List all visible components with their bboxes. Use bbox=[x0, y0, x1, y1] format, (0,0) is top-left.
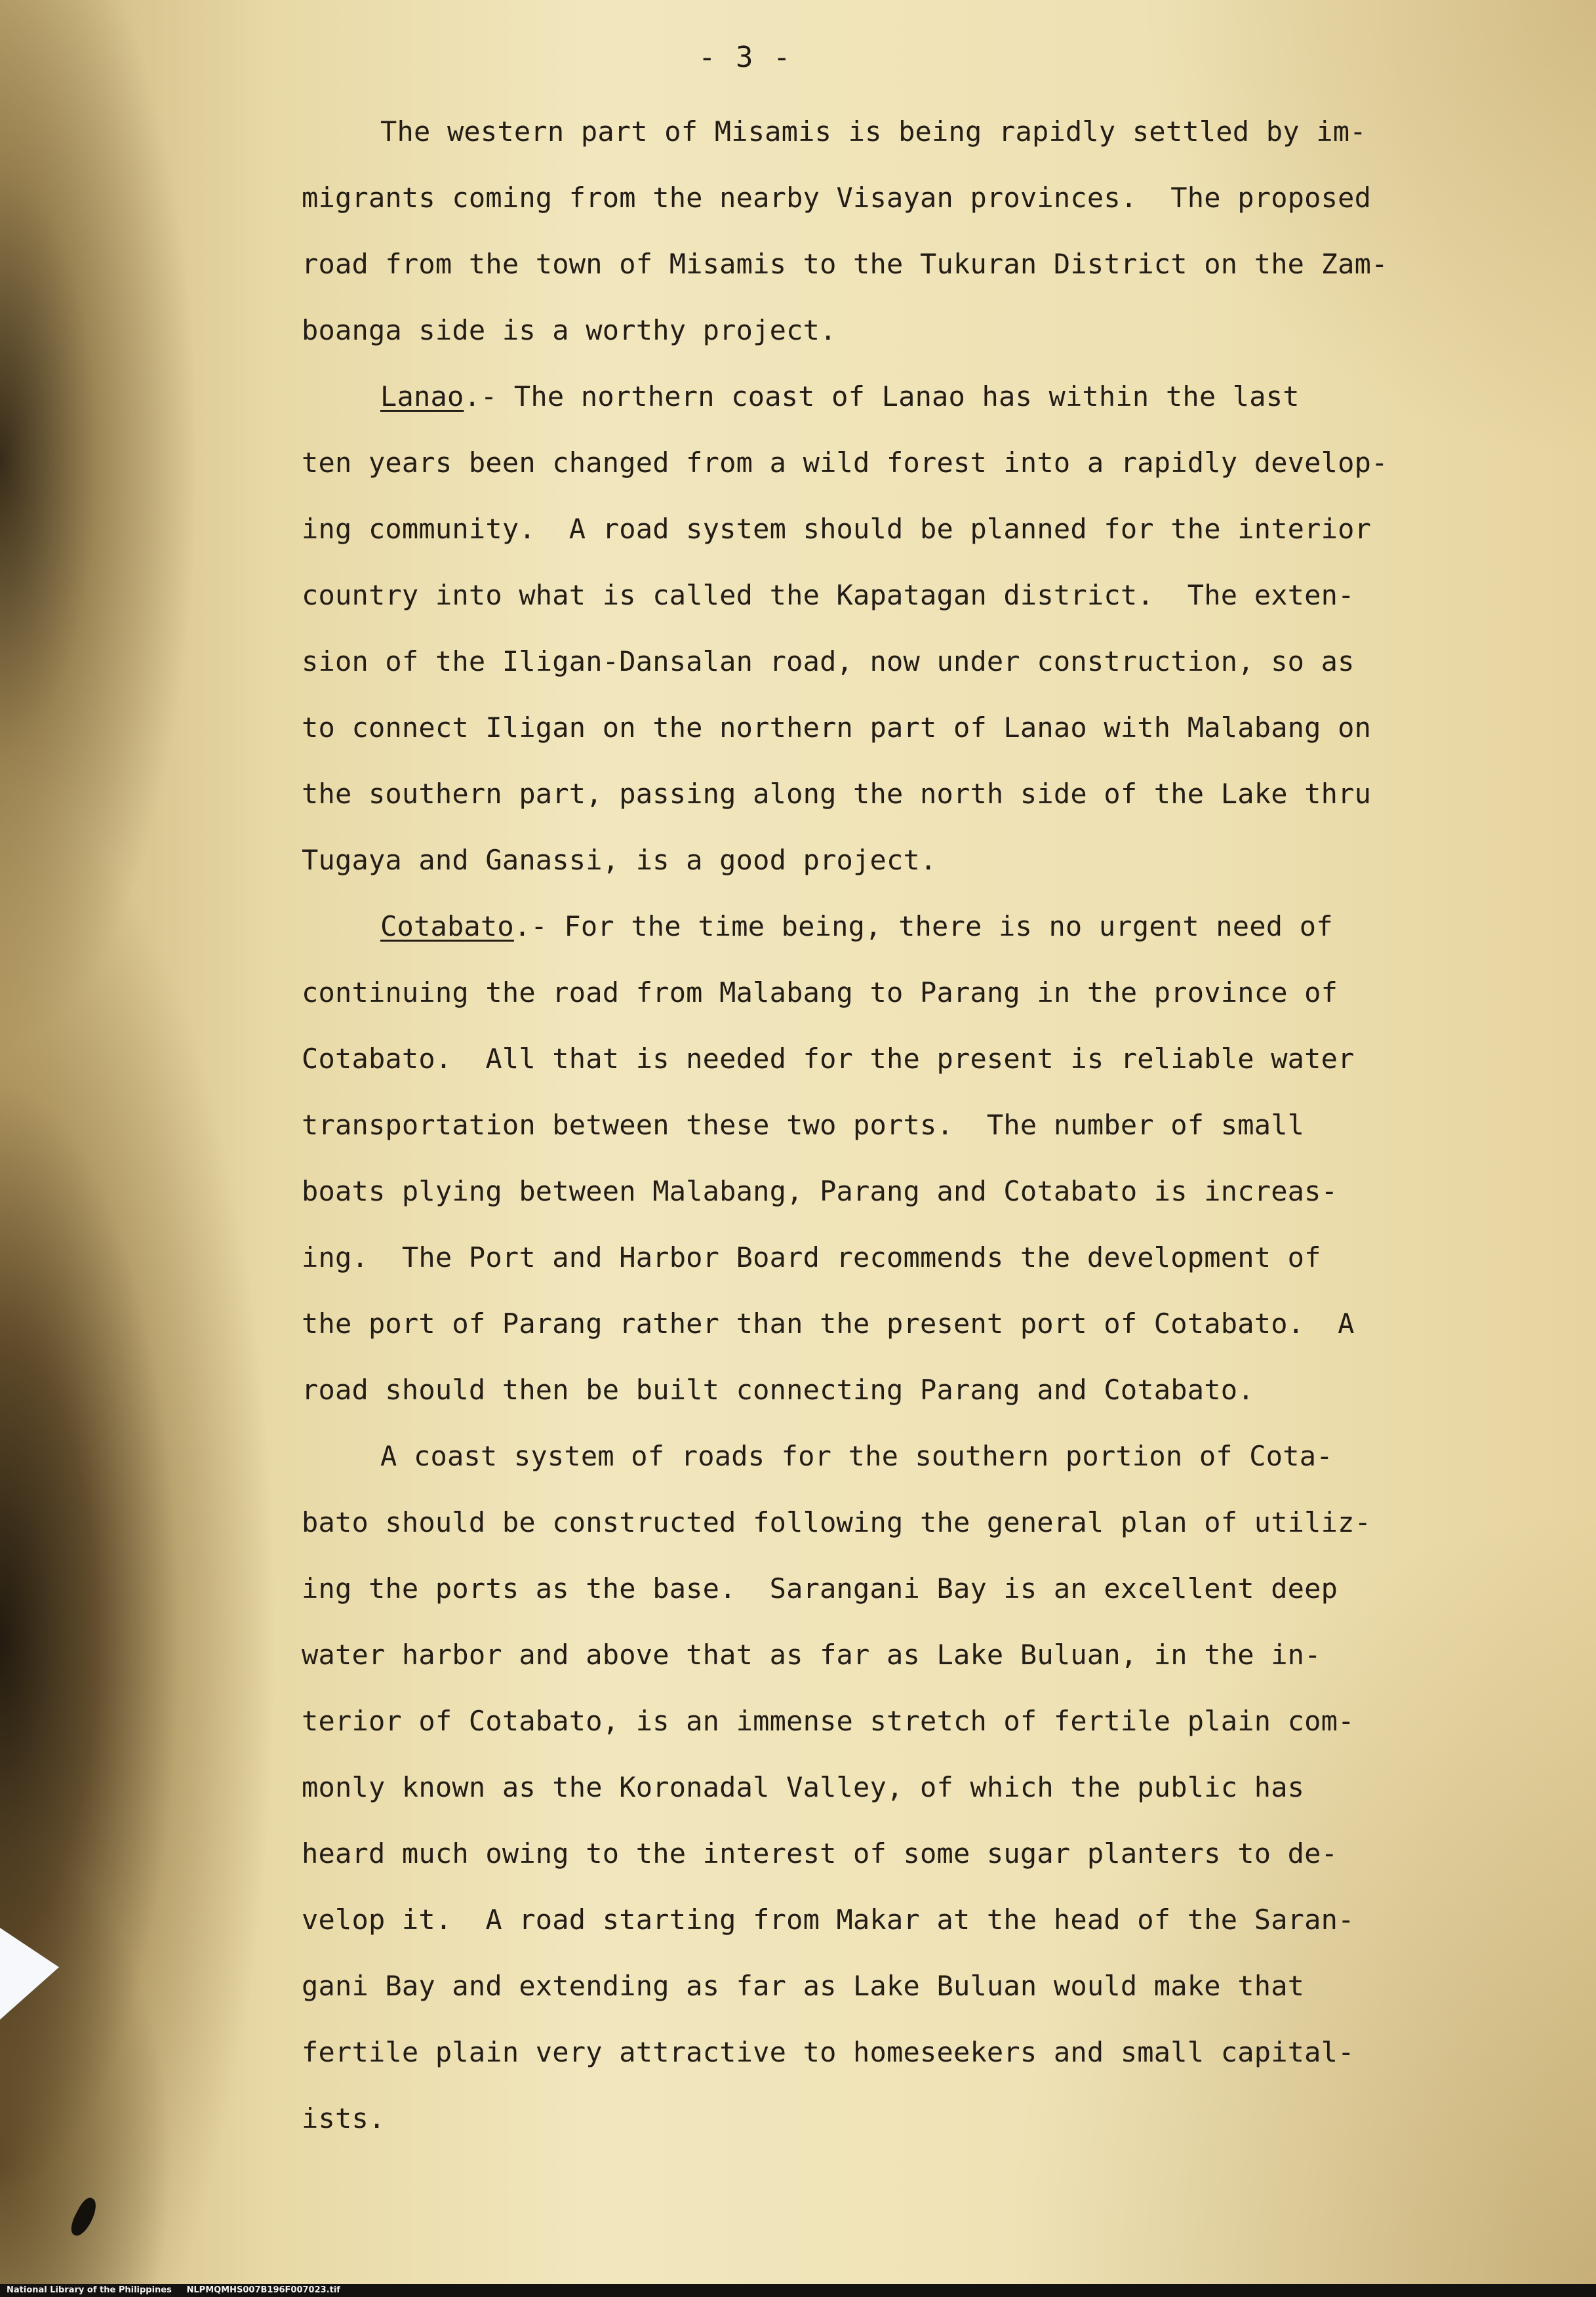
text-line: The western part of Misamis is being rapidly settled by im- bbox=[380, 115, 1367, 148]
text-line bbox=[302, 893, 1469, 959]
text-line: water harbor and above that as far as Lake Buluan, in the in- bbox=[302, 1639, 1321, 1671]
text-line: bato should be constructed following the general plan of utiliz- bbox=[302, 1506, 1372, 1538]
paper-tear bbox=[0, 1928, 59, 2020]
text-line: ists. bbox=[302, 2102, 386, 2134]
text-line: A coast system of roads for the southern portion of Cota- bbox=[380, 1440, 1333, 1472]
text-line: ing community. A road system should be planned for the interior bbox=[302, 513, 1372, 545]
text-line: transportation between these two ports. The number of small bbox=[302, 1109, 1305, 1141]
text-line: Tugaya and Ganassi, is a good project. bbox=[302, 844, 937, 876]
text-line: country into what is called the Kapatagan district. The exten- bbox=[302, 579, 1355, 611]
text-line: fertile plain very attractive to homeseekers and small capital- bbox=[302, 2036, 1355, 2068]
text-line: road should then be built connecting Parang and Cotabato. bbox=[302, 1374, 1254, 1406]
paragraph-misamis bbox=[302, 98, 1469, 363]
text-line: the port of Parang rather than the present port of Cotabato. A bbox=[302, 1308, 1355, 1340]
section-heading-lanao: Lanao bbox=[380, 380, 464, 412]
text-line: boanga side is a worthy project. bbox=[302, 314, 837, 346]
footer-library: National Library of the Philippines bbox=[7, 2285, 172, 2295]
text-line: the southern part, passing along the north side of the Lake thru bbox=[302, 778, 1372, 810]
text-line: sion of the Iligan-Dansalan road, now under construction, so as bbox=[302, 645, 1355, 677]
text-line: boats plying between Malabang, Parang and Cotabato is increas- bbox=[302, 1175, 1338, 1207]
footer-file-id: NLPMQMHS007B196F007023.tif bbox=[186, 2285, 340, 2295]
ink-stain bbox=[67, 2195, 101, 2239]
text-line: migrants coming from the nearby Visayan provinces. The proposed bbox=[302, 182, 1372, 214]
text-line: gani Bay and extending as far as Lake Buluan would make that bbox=[302, 1970, 1305, 2002]
text-line: to connect Iligan on the northern part of Lanao with Malabang on bbox=[302, 711, 1372, 744]
section-heading-cotabato: Cotabato bbox=[380, 910, 514, 942]
paragraph-cotabato bbox=[302, 893, 1469, 1423]
text-line: heard much owing to the interest of some sugar planters to de- bbox=[302, 1837, 1338, 1869]
text-line: ten years been changed from a wild forest into a rapidly develop- bbox=[302, 447, 1388, 479]
scan-footer-text bbox=[7, 2284, 340, 2297]
text-line bbox=[302, 363, 1469, 429]
paragraph-coast-system bbox=[302, 1423, 1469, 2151]
text-line: ing the ports as the base. Sarangani Bay is an excellent deep bbox=[302, 1572, 1338, 1605]
text-line: monly known as the Koronadal Valley, of which the public has bbox=[302, 1771, 1305, 1803]
text-line: velop it. A road starting from Makar at the head of the Saran- bbox=[302, 1904, 1355, 1936]
text-line: road from the town of Misamis to the Tukuran District on the Zam- bbox=[302, 248, 1388, 280]
scan-footer bbox=[0, 2284, 1596, 2297]
paragraph-lanao bbox=[302, 363, 1469, 893]
text-line: continuing the road from Malabang to Parang in the province of bbox=[302, 976, 1338, 1009]
text-line: terior of Cotabato, is an immense stretch of fertile plain com- bbox=[302, 1705, 1355, 1737]
text-span: .- The northern coast of Lanao has within the last bbox=[464, 380, 1300, 412]
text-line: Cotabato. All that is needed for the present is reliable water bbox=[302, 1043, 1355, 1075]
page-number: - 3 - bbox=[698, 41, 792, 74]
document-body bbox=[302, 98, 1469, 2151]
text-span: .- For the time being, there is no urgent need of bbox=[513, 910, 1333, 942]
text-line: ing. The Port and Harbor Board recommends the development of bbox=[302, 1241, 1321, 1273]
